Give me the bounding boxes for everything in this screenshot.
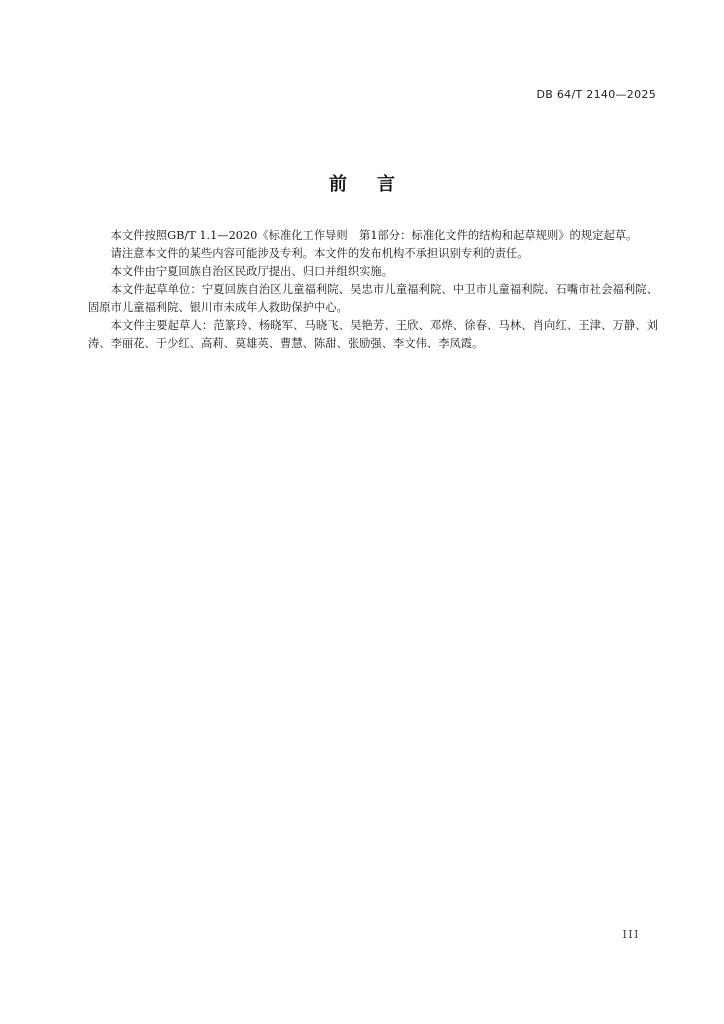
page-number: III xyxy=(622,928,640,941)
foreword-body xyxy=(88,227,658,353)
title-char-1: 前 xyxy=(329,174,347,195)
title-char-2: 言 xyxy=(377,174,395,195)
page-title xyxy=(0,170,724,196)
paragraph-patent-notice: 请注意本文件的某些内容可能涉及专利。本文件的发布机构不承担识别专利的责任。 xyxy=(110,247,529,260)
document-code: DB 64/T 2140—2025 xyxy=(536,88,656,101)
paragraph-drafters: 本文件主要起草人：范篆玲、杨晓军、马晓飞、吴艳芳、王欣、邓烨、徐春、马林、肖向红、王津、万静、刘涛、李丽花、于少红、高莉、莫雄英、曹慧、陈甜、张励强、李文伟、李凤霞。 xyxy=(88,319,658,350)
paragraph-drafting-units: 本文件起草单位：宁夏回族自治区儿童福利院、吴忠市儿童福利院、中卫市儿童福利院、石嘴市社会福利院、固原市儿童福利院、银川市未成年人救助保护中心。 xyxy=(88,283,658,314)
paragraph-drafting-rules: 本文件按照GB/T 1.1—2020《标准化工作导则 第1部分：标准化文件的结构和起草规则》的规定起草。 xyxy=(110,229,638,242)
paragraph-proposer: 本文件由宁夏回族自治区民政厅提出、归口并组织实施。 xyxy=(110,265,394,278)
